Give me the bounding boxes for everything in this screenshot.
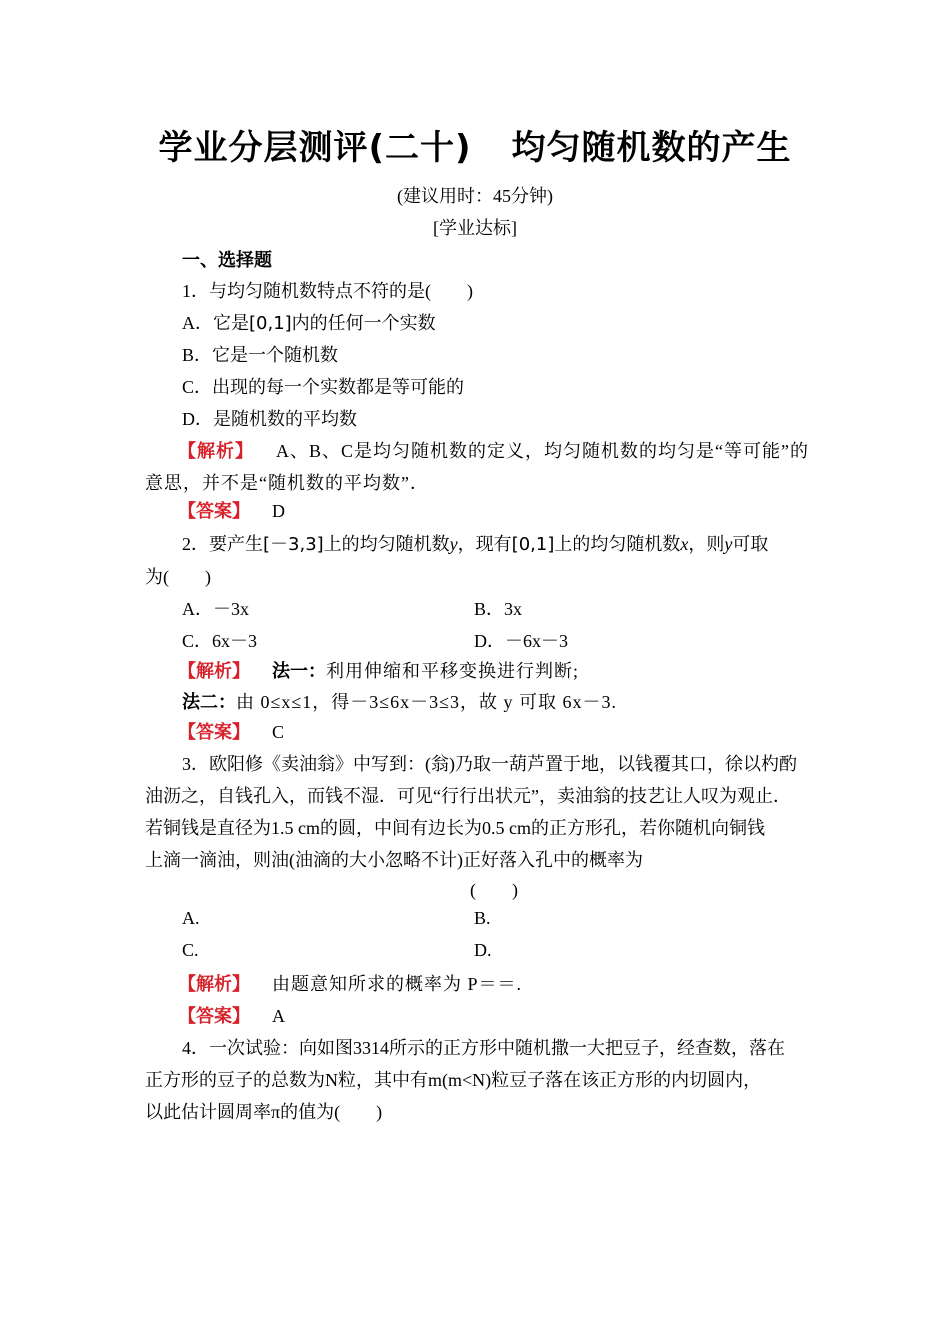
q3-line1: 3．欧阳修《卖油翁》中写到：(翁)乃取一葫芦置于地，以钱覆其口，徐以杓酌 [182, 754, 797, 774]
part-heading: 一、选择题 [182, 250, 272, 271]
q2-stem-line2: 为( ) [145, 567, 211, 587]
analysis-tag: 【解析】 [178, 974, 250, 995]
q3-line3: 若铜钱是直径为1.5 cm的圆，中间有边长为0.5 cm的正方形孔，若你随机向铜钱 [145, 818, 765, 838]
q2-answer: 【答案】 C [178, 722, 285, 743]
answer-tag: 【答案】 [178, 722, 250, 743]
q1-analysis: 【解析】 A、B、C是均匀随机数的定义，均匀随机数的均匀是“等可能”的 [178, 441, 809, 462]
analysis-tag: 【解析】 [178, 441, 254, 462]
q1-stem: 1．与均匀随机数特点不符的是( ) [182, 281, 473, 301]
q3-option-c: C. [182, 940, 199, 960]
q3-line4: 上滴一滴油，则油(油滴的大小忽略不计)正好落入孔中的概率为 [145, 850, 643, 870]
q4-line1: 4．一次试验：向如图3314所示的正方形中随机撒一大把豆子，经查数，落在 [182, 1038, 785, 1058]
q3-answer: 【答案】 A [178, 1006, 285, 1027]
answer-tag: 【答案】 [178, 1006, 250, 1027]
q2-option-d: D．－6x－3 [474, 631, 568, 651]
page-title [0, 120, 950, 169]
section-label: [学业达标] [433, 218, 517, 238]
title-right: 均匀随机数的产生 [511, 128, 792, 168]
analysis-tag: 【解析】 [178, 661, 250, 682]
q2-option-b: B．3x [474, 599, 523, 619]
q2-method2: 法二：由 0≤x≤1，得－3≤6x－3≤3，故 y 可取 6x－3. [182, 692, 618, 713]
q4-line3: 以此估计圆周率π的值为( ) [145, 1102, 383, 1122]
q1-option-b: B．它是一个随机数 [182, 345, 339, 365]
q3-analysis: 【解析】 由题意知所求的概率为 P＝＝. [178, 974, 523, 995]
q1-answer: 【答案】 D [178, 501, 285, 522]
q2-option-c: C．6x－3 [182, 631, 258, 651]
q1-option-c: C．出现的每一个实数都是等可能的 [182, 377, 465, 397]
q2-option-a: A．－3x [182, 599, 249, 619]
time-hint: (建议用时：45分钟) [397, 186, 553, 206]
q2-stem: 2．要产生[－3,3]上的均匀随机数y，现有[0,1]上的均匀随机数x，则y可取 [182, 534, 769, 555]
q4-line2: 正方形的豆子的总数为N粒，其中有m(m<N)粒豆子落在该正方形的内切圆内， [145, 1070, 762, 1090]
q3-option-d: D. [474, 940, 492, 960]
q3-option-a: A. [182, 908, 200, 928]
q1-option-d: D．是随机数的平均数 [182, 409, 357, 429]
q3-option-b: B. [474, 908, 491, 928]
title-left: 学业分层测评(二十) [158, 128, 472, 168]
q3-line2: 油沥之，自钱孔入，而钱不湿．可见“行行出状元”，卖油翁的技艺让人叹为观止． [145, 786, 791, 806]
q1-analysis-line2: 意思，并不是“随机数的平均数”． [145, 473, 429, 493]
q2-analysis: 【解析】 法一：利用伸缩和平移变换进行判断; [178, 661, 579, 682]
q3-answer-blank: ( ) [470, 880, 518, 900]
answer-tag: 【答案】 [178, 501, 250, 522]
q1-option-a: A．它是[0,1]内的任何一个实数 [182, 313, 436, 334]
